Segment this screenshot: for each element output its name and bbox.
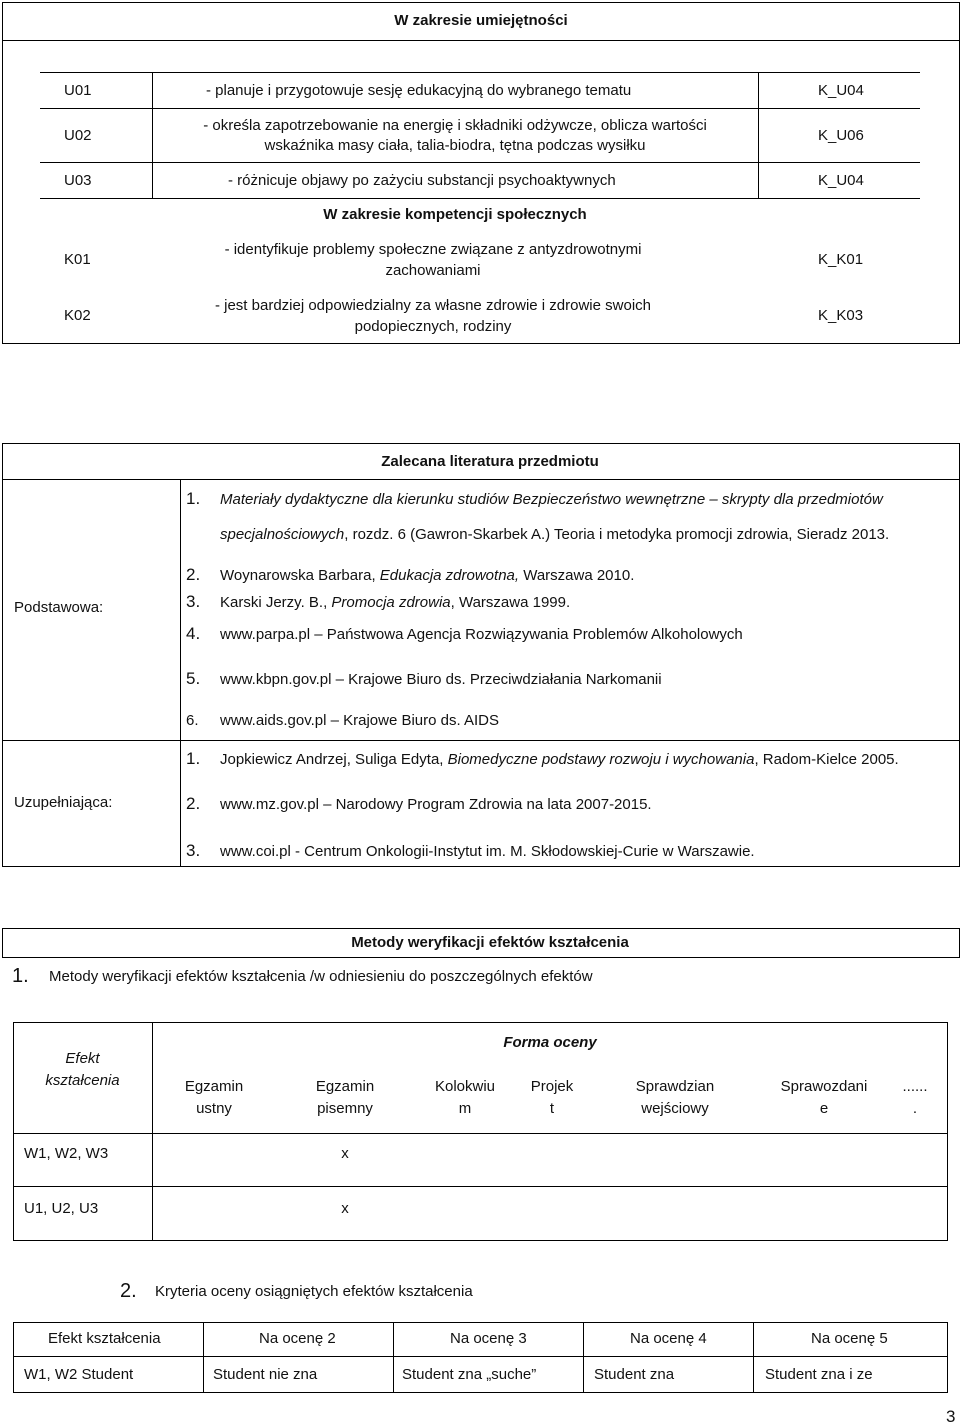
lit-number: 1. — [186, 749, 201, 768]
skills-row-divider — [40, 108, 920, 109]
form-col-header: wejściowy — [641, 1100, 709, 1117]
skills-header-divider — [2, 40, 960, 41]
form-col-header: ustny — [196, 1100, 232, 1117]
form-col-header: e — [819, 1100, 829, 1117]
lit-link-item[interactable]: www.aids.gov.pl – Krajowe Biuro ds. AIDS — [220, 712, 500, 729]
criteria-col-divider — [753, 1322, 754, 1393]
skill-desc: - określa zapotrzebowanie na energię i składniki odżywcze, oblicza wartości — [203, 117, 707, 134]
lit-item — [220, 566, 634, 585]
criteria-row-divider — [13, 1356, 948, 1357]
skill-ref: K_U04 — [818, 172, 864, 189]
skill-desc: - różnicuje objawy po zażyciu substancji psychoaktywnych — [228, 172, 616, 189]
skill-code: U03 — [64, 172, 92, 189]
social-code: K02 — [64, 307, 91, 324]
supplementary-label: Uzupełniająca: — [14, 794, 113, 811]
skills-row-divider — [40, 198, 920, 199]
lit-link-item[interactable]: www.coi.pl - Centrum Onkologii-Instytut im. M. Skłodowskiej-Curie w Warszawie. — [220, 843, 755, 860]
effect-row-mark: x — [341, 1200, 349, 1217]
skill-desc: wskaźnika masy ciała, talia-biodra, tętna podczas wysiłku — [264, 137, 646, 154]
lit-item: Materiały dydaktyczne dla kierunku studiów Bezpieczeństwo wewnętrzne – skrypty dla przedmiotów — [220, 491, 883, 508]
criteria-header: Efekt kształcenia — [48, 1330, 161, 1347]
lit-item-italic: Promocja zdrowia — [331, 594, 451, 611]
lit-item-post: , Radom-Kielce 2005. — [754, 751, 899, 768]
skills-header: W zakresie umiejętności — [394, 12, 568, 29]
lit-item-rest: , rozdz. 6 (Gawron-Skarbek A.) Teoria i metodyka promocji zdrowia, Sieradz 2013. — [344, 526, 890, 543]
criteria-col-divider — [203, 1322, 204, 1393]
lit-number: 6. — [186, 712, 199, 729]
social-ref: K_K03 — [818, 307, 864, 324]
effect-header: kształcenia — [45, 1072, 120, 1089]
lit-item-post: Warszawa 2010. — [519, 567, 635, 584]
methods-item-number: 2. — [120, 1280, 137, 1302]
effect-row-label: U1, U2, U3 — [24, 1200, 99, 1217]
social-desc: podopiecznych, rodziny — [354, 318, 512, 335]
criteria-cell: Student nie zna — [213, 1366, 318, 1383]
form-col-header: Egzamin — [315, 1078, 375, 1095]
form-header: Forma oceny — [503, 1034, 597, 1051]
form-col-header: t — [549, 1100, 555, 1117]
skill-ref: K_U04 — [818, 82, 864, 99]
methods-item-text: Kryteria oceny osiągniętych efektów kształcenia — [155, 1283, 473, 1300]
form-col-header: m — [458, 1100, 472, 1117]
skills-col-divider — [152, 72, 153, 198]
methods-item-text: Metody weryfikacji efektów kształcenia /w odniesieniu do poszczególnych efektów — [49, 968, 593, 985]
lit-number: 2. — [186, 794, 201, 813]
lit-item — [220, 750, 899, 769]
basic-label: Podstawowa: — [14, 599, 104, 616]
lit-item-pre: Karski Jerzy. B., — [220, 594, 332, 611]
criteria-cell: Student zna „suche” — [402, 1366, 537, 1383]
criteria-header: Na ocenę 2 — [259, 1330, 336, 1347]
form-col-header: ...... — [902, 1078, 928, 1095]
skill-code: U02 — [64, 127, 92, 144]
form-col-header: Egzamin — [184, 1078, 244, 1095]
form-col-header: Sprawozdani — [780, 1078, 868, 1095]
lit-number: 3. — [186, 841, 201, 860]
social-header: W zakresie kompetencji społecznych — [323, 206, 587, 223]
lit-item-post: , Warszawa 1999. — [450, 594, 571, 611]
social-code: K01 — [64, 251, 91, 268]
effect-row-label: W1, W2, W3 — [24, 1145, 109, 1162]
skill-desc: - planuje i przygotowuje sesję edukacyjną do wybranego tematu — [206, 82, 632, 99]
form-col-header: Kolokwiu — [434, 1078, 496, 1095]
literature-header: Zalecana literatura przedmiotu — [381, 453, 599, 470]
criteria-header: Na ocenę 5 — [811, 1330, 888, 1347]
form-col-header: pisemny — [317, 1100, 373, 1117]
lit-item-italic: Edukacja zdrowotna, — [379, 567, 520, 584]
lit-number: 2. — [186, 565, 201, 584]
criteria-cell: Student zna i ze — [765, 1366, 873, 1383]
lit-item — [220, 593, 570, 612]
criteria-cell: W1, W2 Student — [24, 1366, 134, 1383]
methods-header: Metody weryfikacji efektów kształcenia — [351, 934, 629, 951]
literature-header-divider — [2, 479, 960, 480]
page-number: 3 — [946, 1407, 956, 1426]
lit-number: 1. — [186, 489, 201, 508]
skill-code: U01 — [64, 82, 92, 99]
form-col-header: . — [912, 1100, 918, 1117]
social-desc: - identyfikuje problemy społeczne związane z antyzdrowotnymi — [224, 241, 642, 258]
criteria-col-divider — [393, 1322, 394, 1393]
form-col-header: Sprawdzian — [635, 1078, 715, 1095]
criteria-header: Na ocenę 3 — [450, 1330, 527, 1347]
methods-row-divider — [13, 1186, 948, 1187]
lit-link-item[interactable]: www.kbpn.gov.pl – Krajowe Biuro ds. Przeciwdziałania Narkomanii — [220, 671, 662, 688]
skill-ref: K_U06 — [818, 127, 864, 144]
lit-item-italic: Biomedyczne podstawy rozwoju i wychowania — [447, 751, 755, 768]
lit-link-item[interactable]: www.mz.gov.pl – Narodowy Program Zdrowia na lata 2007-2015. — [220, 796, 652, 813]
lit-number: 4. — [186, 624, 201, 643]
skills-row-divider — [40, 72, 920, 73]
criteria-cell: Student zna — [594, 1366, 675, 1383]
methods-row-divider — [13, 1133, 948, 1134]
effect-header: Efekt — [65, 1050, 100, 1067]
social-desc: - jest bardziej odpowiedzialny za własne zdrowie i zdrowie swoich — [214, 297, 652, 314]
methods-table — [13, 1022, 948, 1241]
literature-basic-divider — [2, 740, 960, 741]
skills-col-divider — [758, 72, 759, 198]
social-desc: zachowaniami — [385, 262, 481, 279]
lit-link-item[interactable]: www.parpa.pl – Państwowa Agencja Rozwiązywania Problemów Alkoholowych — [220, 626, 743, 643]
social-ref: K_K01 — [818, 251, 864, 268]
methods-col-divider — [152, 1022, 153, 1241]
lit-number: 3. — [186, 592, 201, 611]
form-col-header: Projek — [530, 1078, 574, 1095]
skills-row-divider — [40, 162, 920, 163]
lit-item-pre: Jopkiewicz Andrzej, Suliga Edyta, — [220, 751, 448, 768]
lit-number: 5. — [186, 669, 201, 688]
methods-item-number: 1. — [12, 965, 29, 987]
effect-row-mark: x — [341, 1145, 349, 1162]
criteria-col-divider — [583, 1322, 584, 1393]
lit-item-italic: specjalnościowych — [220, 526, 345, 543]
criteria-header: Na ocenę 4 — [630, 1330, 707, 1347]
literature-col-divider — [180, 479, 181, 867]
lit-item — [220, 525, 889, 544]
lit-item-pre: Woynarowska Barbara, — [220, 567, 380, 584]
